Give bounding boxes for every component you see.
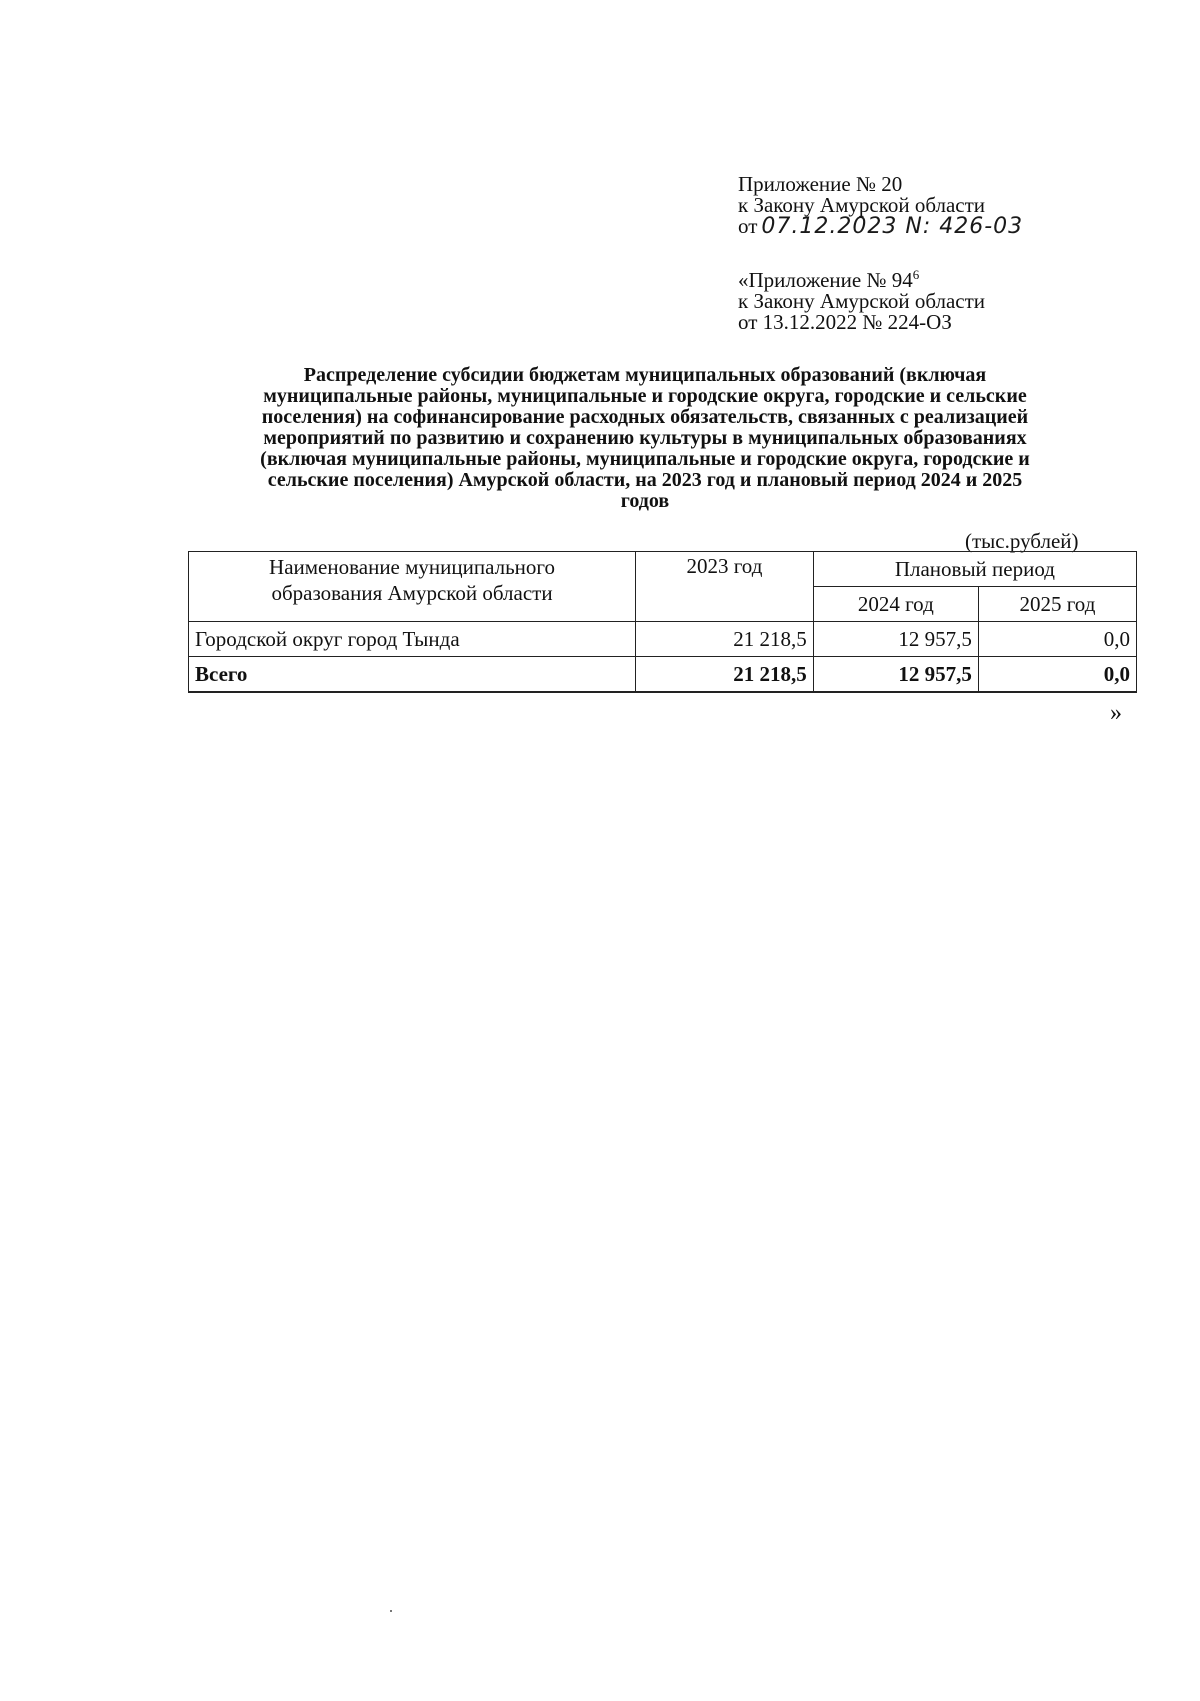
title-line: муниципальные районы, муниципальные и городские округа, городские и сельские bbox=[263, 385, 1027, 407]
title-line: (включая муниципальные районы, муниципальные и городские округа, городские и bbox=[260, 448, 1030, 470]
header-planned-period: Плановый период bbox=[813, 552, 1136, 587]
prior-appendix-number: «Приложение № $94^6$ bbox=[738, 267, 920, 292]
header-municipality: Наименование муниципального образования Амурской области bbox=[189, 552, 636, 622]
appendix-superscript: 6 bbox=[912, 267, 920, 282]
appendix-date-prefix: от bbox=[738, 214, 758, 238]
table-header-row bbox=[189, 552, 1137, 587]
title-line: сельские поселения) Амурской области, на 2023 год и плановый период 2024 и 2025 bbox=[267, 469, 1023, 491]
row-value-2025: 0,0 bbox=[978, 622, 1136, 657]
total-value-2025: 0,0 bbox=[978, 657, 1136, 693]
title-line: Распределение субсидии бюджетам муниципальных образований (включая bbox=[303, 364, 987, 386]
appendix-law-ref: к Закону Амурской области bbox=[738, 193, 986, 217]
title-line: годов bbox=[620, 490, 670, 512]
handwritten-date-number: 07.12.2023 N: 426-03 bbox=[761, 214, 1024, 239]
total-label: Всего bbox=[189, 657, 636, 693]
scan-speck bbox=[390, 1610, 392, 1612]
document-title bbox=[185, 365, 1105, 512]
row-value-2024: 12 957,5 bbox=[813, 622, 978, 657]
prior-appendix-date: от 13.12.2022 № 224-ОЗ bbox=[738, 310, 952, 334]
table-total-row bbox=[189, 657, 1137, 693]
title-line: поселения) на софинансирование расходных обязательств, связанных с реализацией bbox=[261, 406, 1029, 428]
prior-appendix-header bbox=[738, 267, 986, 334]
closing-quote: » bbox=[1110, 700, 1122, 726]
appendix-header bbox=[738, 174, 1023, 237]
subsidy-table bbox=[188, 551, 1137, 693]
header-year-2023: 2023 год bbox=[636, 552, 814, 622]
header-year-2024: 2024 год bbox=[813, 587, 978, 622]
total-value-2024: 12 957,5 bbox=[813, 657, 978, 693]
total-value-2023: 21 218,5 bbox=[636, 657, 814, 693]
row-value-2023: 21 218,5 bbox=[636, 622, 814, 657]
appendix-number: Приложение № 20 bbox=[738, 172, 903, 196]
title-line: мероприятий по развитию и сохранению культуры в муниципальных образованиях bbox=[263, 427, 1027, 449]
table-row bbox=[189, 622, 1137, 657]
appendix-date-line bbox=[738, 216, 1023, 237]
header-year-2025: 2025 год bbox=[978, 587, 1136, 622]
row-municipality: Городской округ город Тында bbox=[189, 622, 636, 657]
prior-appendix-law-ref: к Закону Амурской области bbox=[738, 289, 986, 313]
units-label: (тыс.рублей) bbox=[965, 529, 1079, 553]
